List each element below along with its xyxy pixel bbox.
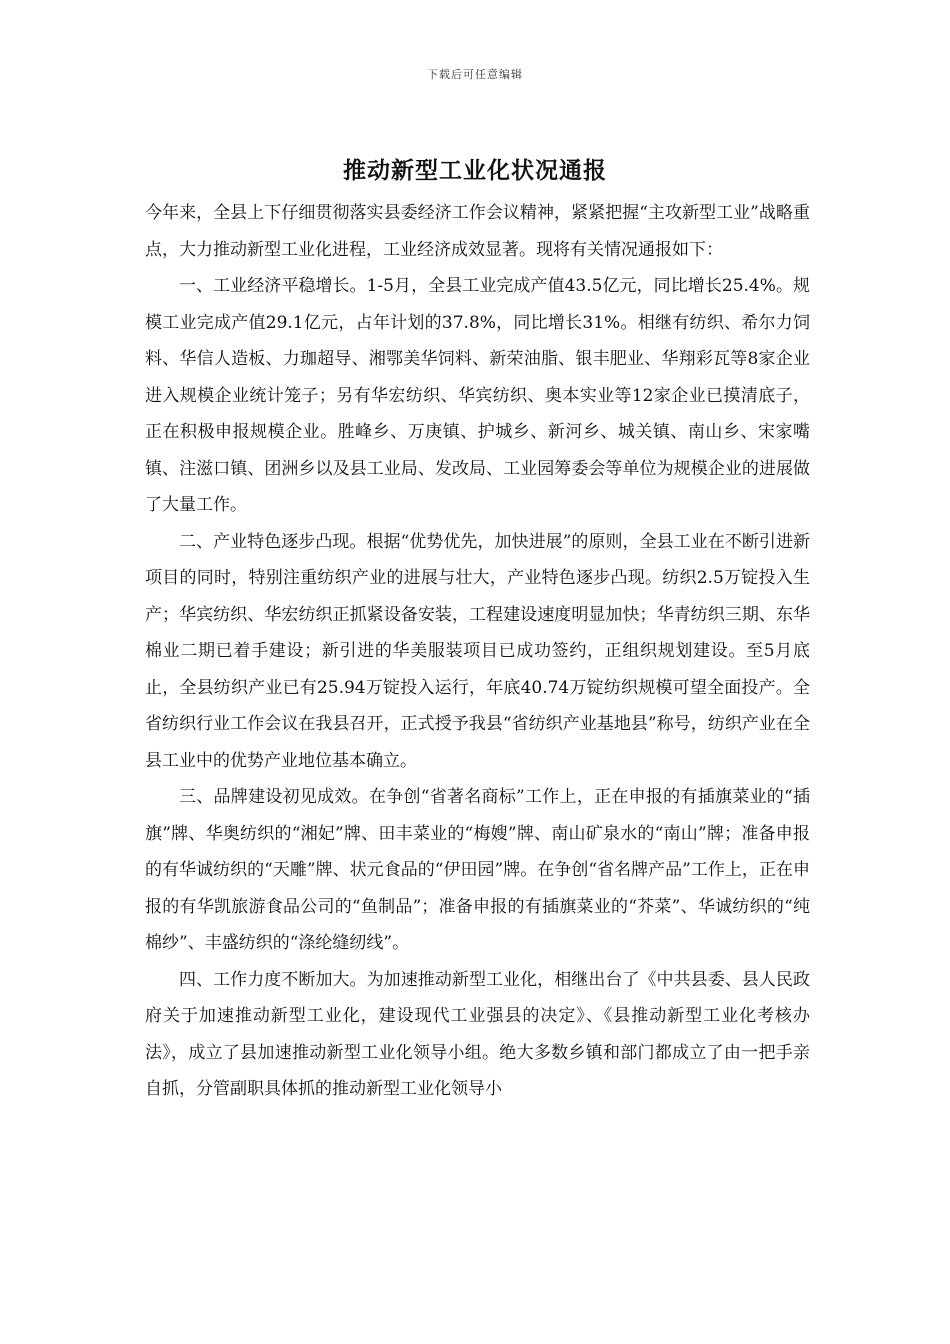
paragraph-intro: 今年来，全县上下仔细贯彻落实县委经济工作会议精神，紧紧把握“主攻新型工业”战略重点，大力推动新型工业化进程，工业经济成效显著。现将有关情况通报如下： [145,203,810,260]
header-note: 下载后可任意编辑 [427,68,523,81]
paragraph-section-4: 四、工作力度不断加大。为加速推动新型工业化，相继出台了《中共县委、县人民政府关于加速推动新型工业化，建设现代工业强县的决定》、《县推动新型工业化考核办法》，成立了县加速推动新型工业化领导小组。绝大多数乡镇和部门都成立了由一把手亲自抓，分管副职具体抓的推动新型工业化领导小 [145,969,810,1099]
document-title: 推动新型工业化状况通报 [343,157,607,184]
paragraph-section-3: 三、品牌建设初见成效。在争创“省著名商标”工作上，正在申报的有插旗菜业的“插旗”牌、华奥纺织的“湘妃”牌、田丰菜业的“梅嫂”牌、南山矿泉水的“南山”牌；准备申报的有华诚纺织的“天雕”牌、状元食品的“伊田园”牌。在争创“省名牌产品”工作上，正在申报的有华凯旅游食品公司的“鱼制品”；准备申报的有插旗菜业的“芥菜”、华诚纺织的“纯棉纱”、丰盛纺织的“涤纶缝纫线”。 [145,787,810,953]
document-body [145,195,810,1108]
paragraph-section-2: 二、产业特色逐步凸现。根据“优势优先，加快进展”的原则，全县工业在不断引进新项目的同时，特别注重纺织产业的进展与壮大，产业特色逐步凸现。纺织2.5万锭投入生产；华宾纺织、华宏纺织正抓紧设备安装，工程建设速度明显加快；华青纺织三期、东华棉业二期已着手建设；新引进的华美服装项目已成功签约，正组织规划建设。至5月底止，全县纺织产业已有25.94万锭投入运行，年底40.74万锭纺织规模可望全面投产。全省纺织行业工作会议在我县召开，正式授予我县“省纺织产业基地县”称号，纺织产业在全县工业中的优势产业地位基本确立。 [145,531,810,771]
paragraph-section-1: 一、工业经济平稳增长。1-5月，全县工业完成产值43.5亿元，同比增长25.4%。规模工业完成产值29.1亿元，占年计划的37.8%，同比增长31%。相继有纺织、希尔力饲料、华信人造板、力珈超导、湘鄂美华饲料、新荣油脂、银丰肥业、华翔彩瓦等8家企业进入规模企业统计笼子；另有华宏纺织、华宾纺织、奥本实业等12家企业已摸清底子，正在积极申报规模企业。胜峰乡、万庚镇、护城乡、新河乡、城关镇、南山乡、宋家嘴镇、注滋口镇、团洲乡以及县工业局、发改局、工业园筹委会等单位为规模企业的进展做了大量工作。 [145,276,810,515]
